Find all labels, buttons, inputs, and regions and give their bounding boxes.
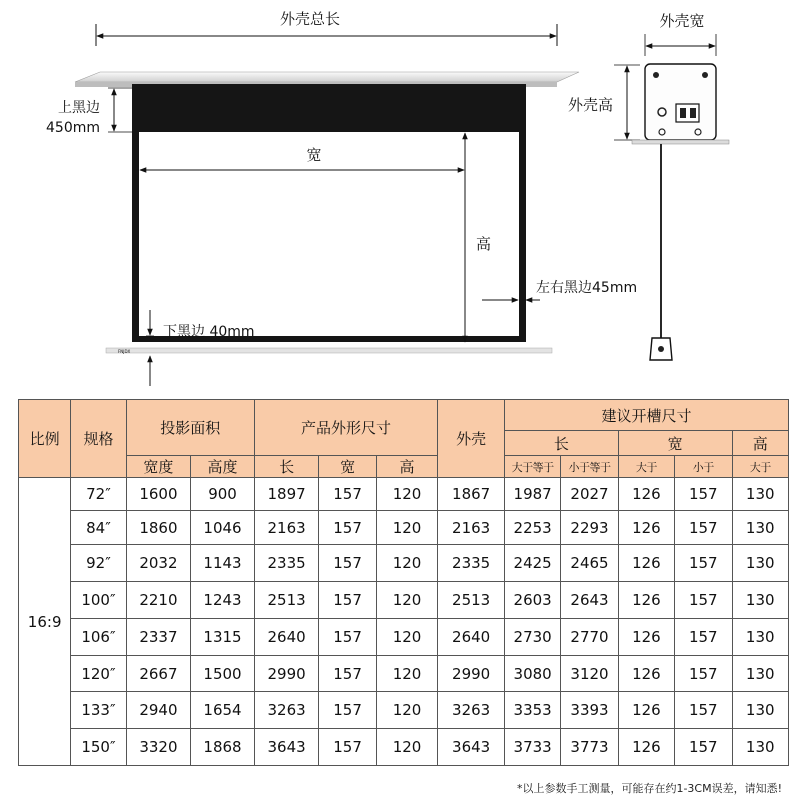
spec-table-body bbox=[19, 478, 789, 766]
cell-prod-length: 1897 bbox=[254, 478, 319, 511]
cell-slot-length-min: 2730 bbox=[504, 619, 560, 656]
cell-slot-height-min: 130 bbox=[732, 656, 789, 692]
cell-slot-length-min: 1987 bbox=[504, 478, 560, 511]
cell-prod-height: 120 bbox=[376, 511, 438, 545]
footnote: *以上参数手工测量，可能存在约1-3CM误差，请知悉! bbox=[516, 782, 782, 795]
cell-proj-width: 2210 bbox=[126, 582, 191, 619]
header-ge: 大于等于 bbox=[504, 456, 560, 478]
cell-slot-length-max: 3393 bbox=[561, 692, 618, 729]
height-label: 高 bbox=[476, 235, 492, 253]
cell-proj-width: 2032 bbox=[126, 545, 191, 582]
cell-slot-length-max: 2643 bbox=[561, 582, 618, 619]
cell-slot-width-min: 126 bbox=[618, 656, 674, 692]
table-row bbox=[19, 729, 789, 766]
cell-slot-length-max: 2465 bbox=[561, 545, 618, 582]
cell-shell: 2163 bbox=[438, 511, 505, 545]
cell-size: 106″ bbox=[71, 619, 126, 656]
cell-slot-width-max: 157 bbox=[675, 511, 732, 545]
header-ratio: 比例 bbox=[19, 400, 71, 478]
cell-prod-width: 157 bbox=[319, 729, 376, 766]
cell-prod-width: 157 bbox=[319, 545, 376, 582]
cell-slot-width-min: 126 bbox=[618, 619, 674, 656]
cell-proj-width: 2667 bbox=[126, 656, 191, 692]
cell-slot-width-min: 126 bbox=[618, 582, 674, 619]
cell-prod-length: 3643 bbox=[254, 729, 319, 766]
cell-prod-width: 157 bbox=[319, 656, 376, 692]
cell-slot-length-max: 2770 bbox=[561, 619, 618, 656]
cell-size: 92″ bbox=[71, 545, 126, 582]
header-height: 高度 bbox=[191, 456, 255, 478]
spec-table bbox=[18, 399, 789, 766]
top-border-dimension bbox=[46, 88, 132, 136]
cell-shell: 2513 bbox=[438, 582, 505, 619]
cell-slot-width-min: 126 bbox=[618, 545, 674, 582]
cell-slot-width-min: 126 bbox=[618, 692, 674, 729]
header-width-short: 宽 bbox=[319, 456, 376, 478]
cell-prod-length: 3263 bbox=[254, 692, 319, 729]
cell-prod-height: 120 bbox=[376, 656, 438, 692]
header-gt2: 大于 bbox=[732, 456, 789, 478]
cell-slot-height-min: 130 bbox=[732, 511, 789, 545]
cell-slot-height-min: 130 bbox=[732, 692, 789, 729]
table-row bbox=[19, 545, 789, 582]
cell-slot-length-min: 3353 bbox=[504, 692, 560, 729]
shell-height-label: 外壳高 bbox=[568, 96, 614, 114]
width-label: 宽 bbox=[306, 146, 322, 164]
header-lt: 小于 bbox=[675, 456, 732, 478]
cell-slot-height-min: 130 bbox=[732, 582, 789, 619]
cell-proj-height: 1046 bbox=[191, 511, 255, 545]
cell-size: 72″ bbox=[71, 478, 126, 511]
cell-prod-length: 2335 bbox=[254, 545, 319, 582]
cell-slot-width-max: 157 bbox=[675, 478, 732, 511]
projection-screen bbox=[106, 84, 552, 354]
cell-slot-width-min: 126 bbox=[618, 478, 674, 511]
cell-slot-length-min: 3733 bbox=[504, 729, 560, 766]
cell-slot-length-max: 2027 bbox=[561, 478, 618, 511]
cell-proj-height: 1143 bbox=[191, 545, 255, 582]
cell-slot-height-min: 130 bbox=[732, 545, 789, 582]
header-shell: 外壳 bbox=[438, 400, 505, 478]
cell-proj-height: 1868 bbox=[191, 729, 255, 766]
total-length-dimension bbox=[96, 10, 557, 46]
ceiling-shell bbox=[75, 72, 579, 82]
cell-slot-height-min: 130 bbox=[732, 729, 789, 766]
cell-slot-width-max: 157 bbox=[675, 656, 732, 692]
bottom-border-label: 下黑边 40mm bbox=[163, 324, 255, 340]
cell-proj-width: 2940 bbox=[126, 692, 191, 729]
cell-slot-height-min: 130 bbox=[732, 619, 789, 656]
cell-prod-width: 157 bbox=[319, 478, 376, 511]
cell-slot-length-min: 2253 bbox=[504, 511, 560, 545]
cell-size: 100″ bbox=[71, 582, 126, 619]
table-row bbox=[19, 656, 789, 692]
cell-slot-width-max: 157 bbox=[675, 692, 732, 729]
cell-proj-width: 1860 bbox=[126, 511, 191, 545]
cell-ratio: 16:9 bbox=[19, 478, 71, 766]
cell-size: 133″ bbox=[71, 692, 126, 729]
header-le: 小于等于 bbox=[561, 456, 618, 478]
cell-prod-height: 120 bbox=[376, 545, 438, 582]
cell-slot-width-max: 157 bbox=[675, 582, 732, 619]
total-length-label: 外壳总长 bbox=[279, 10, 341, 28]
cell-shell: 2335 bbox=[438, 545, 505, 582]
cell-prod-length: 2163 bbox=[254, 511, 319, 545]
cell-prod-height: 120 bbox=[376, 582, 438, 619]
header-projection-area: 投影面积 bbox=[126, 400, 254, 456]
cell-proj-height: 1654 bbox=[191, 692, 255, 729]
cell-prod-height: 120 bbox=[376, 478, 438, 511]
cell-prod-length: 2513 bbox=[254, 582, 319, 619]
header-length-short: 长 bbox=[254, 456, 319, 478]
table-row bbox=[19, 582, 789, 619]
header-height-short: 高 bbox=[376, 456, 438, 478]
side-border-label: 左右黑边45mm bbox=[536, 280, 638, 296]
cell-slot-length-max: 3120 bbox=[561, 656, 618, 692]
header-slot-length: 长 bbox=[504, 431, 618, 456]
cell-size: 120″ bbox=[71, 656, 126, 692]
cell-size: 150″ bbox=[71, 729, 126, 766]
table-row bbox=[19, 619, 789, 656]
cell-slot-width-min: 126 bbox=[618, 729, 674, 766]
cell-prod-height: 120 bbox=[376, 619, 438, 656]
cell-proj-width: 3320 bbox=[126, 729, 191, 766]
cell-prod-width: 157 bbox=[319, 582, 376, 619]
header-slot-width: 宽 bbox=[618, 431, 732, 456]
cell-proj-height: 1243 bbox=[191, 582, 255, 619]
header-slot-height: 高 bbox=[732, 431, 789, 456]
header-suggested-slot: 建议开槽尺寸 bbox=[504, 400, 788, 431]
cell-size: 84″ bbox=[71, 511, 126, 545]
table-row bbox=[19, 478, 789, 511]
cell-prod-height: 120 bbox=[376, 692, 438, 729]
shell-width-dimension bbox=[645, 12, 716, 56]
screen-dimension-diagram bbox=[0, 0, 800, 395]
cell-prod-length: 2640 bbox=[254, 619, 319, 656]
cell-proj-width: 2337 bbox=[126, 619, 191, 656]
cell-prod-width: 157 bbox=[319, 692, 376, 729]
cell-shell: 1867 bbox=[438, 478, 505, 511]
housing-side-view bbox=[632, 64, 729, 360]
cell-slot-length-max: 2293 bbox=[561, 511, 618, 545]
svg-text:FNJDX: FNJDX bbox=[118, 349, 131, 354]
cell-proj-height: 1500 bbox=[191, 656, 255, 692]
cell-prod-width: 157 bbox=[319, 511, 376, 545]
cell-slot-width-max: 157 bbox=[675, 619, 732, 656]
cell-slot-length-min: 3080 bbox=[504, 656, 560, 692]
top-border-label: 上黑边 bbox=[58, 100, 100, 116]
cell-slot-length-max: 3773 bbox=[561, 729, 618, 766]
cell-proj-height: 1315 bbox=[191, 619, 255, 656]
cell-shell: 2990 bbox=[438, 656, 505, 692]
header-gt: 大于 bbox=[618, 456, 674, 478]
header-size: 规格 bbox=[71, 400, 126, 478]
header-product-dims: 产品外形尺寸 bbox=[254, 400, 438, 456]
cell-slot-height-min: 130 bbox=[732, 478, 789, 511]
cell-shell: 2640 bbox=[438, 619, 505, 656]
cell-shell: 3263 bbox=[438, 692, 505, 729]
cell-shell: 3643 bbox=[438, 729, 505, 766]
cell-prod-width: 157 bbox=[319, 619, 376, 656]
top-border-value: 450mm bbox=[46, 120, 100, 136]
cell-slot-length-min: 2425 bbox=[504, 545, 560, 582]
cell-proj-height: 900 bbox=[191, 478, 255, 511]
header-width: 宽度 bbox=[126, 456, 191, 478]
table-row bbox=[19, 511, 789, 545]
cell-proj-width: 1600 bbox=[126, 478, 191, 511]
table-row bbox=[19, 692, 789, 729]
cell-slot-width-max: 157 bbox=[675, 729, 732, 766]
cell-prod-length: 2990 bbox=[254, 656, 319, 692]
shell-width-label: 外壳宽 bbox=[659, 12, 705, 30]
cell-slot-width-max: 157 bbox=[675, 545, 732, 582]
cell-slot-width-min: 126 bbox=[618, 511, 674, 545]
cell-slot-length-min: 2603 bbox=[504, 582, 560, 619]
shell-height-dimension bbox=[568, 65, 640, 140]
cell-prod-height: 120 bbox=[376, 729, 438, 766]
